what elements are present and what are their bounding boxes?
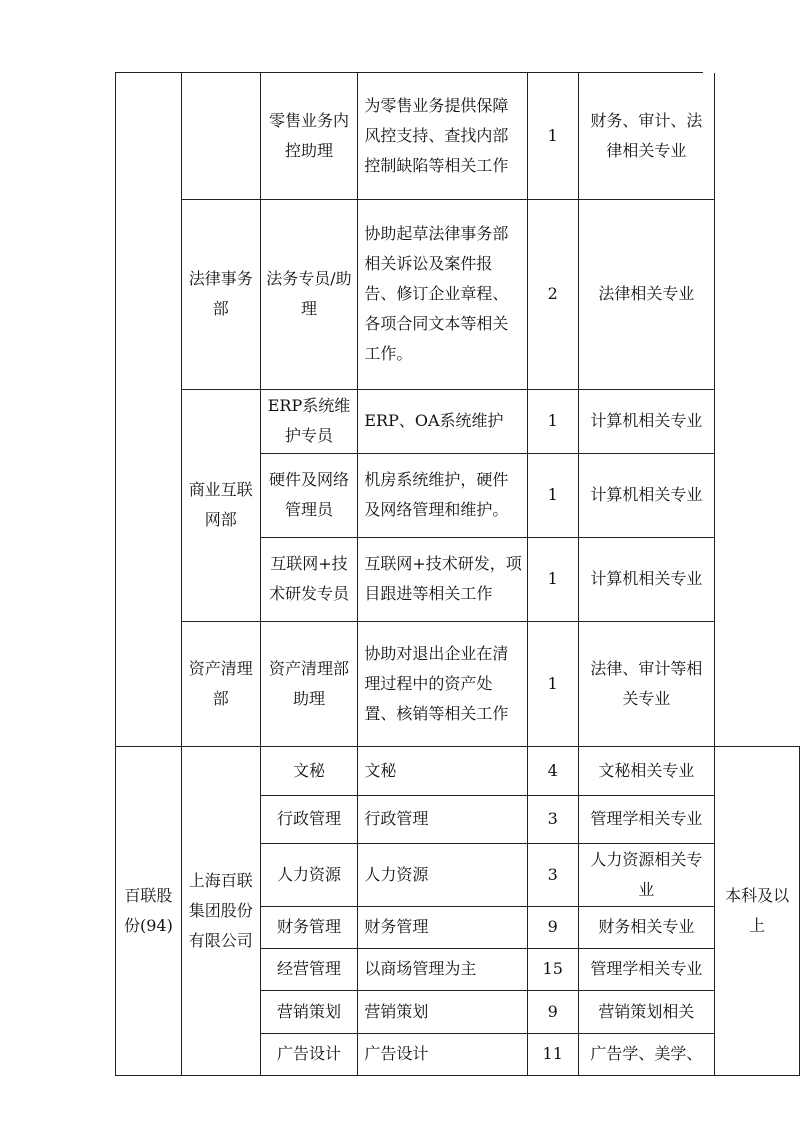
duties-cell: ERP、OA系统维护 xyxy=(358,389,527,453)
major-cell: 法律相关专业 xyxy=(578,199,715,389)
recruitment-table xyxy=(115,73,800,1076)
count-cell: 9 xyxy=(527,990,578,1033)
position-cell: 资产清理部助理 xyxy=(260,621,358,746)
table-row xyxy=(116,746,800,795)
duties-cell: 人力资源 xyxy=(358,843,527,906)
count-cell: 15 xyxy=(527,948,578,990)
count-cell: 9 xyxy=(527,906,578,948)
duties-cell: 行政管理 xyxy=(358,795,527,843)
education-cell: 本科及以上 xyxy=(715,746,800,1075)
major-cell: 计算机相关专业 xyxy=(578,537,715,621)
position-cell: 财务管理 xyxy=(260,906,358,948)
dept-cell-empty xyxy=(181,73,260,199)
count-cell: 1 xyxy=(527,73,578,199)
duties-cell: 广告设计 xyxy=(358,1033,527,1075)
count-cell: 1 xyxy=(527,621,578,746)
position-cell: 经营管理 xyxy=(260,948,358,990)
duties-cell: 以商场管理为主 xyxy=(358,948,527,990)
position-cell: 人力资源 xyxy=(260,843,358,906)
position-cell: ERP系统维护专员 xyxy=(260,389,358,453)
major-cell: 财务、审计、法律相关专业 xyxy=(578,73,715,199)
count-cell: 4 xyxy=(527,746,578,795)
dept-cell: 法律事务部 xyxy=(181,199,260,389)
dept-cell: 商业互联网部 xyxy=(181,389,260,621)
position-cell: 硬件及网络管理员 xyxy=(260,453,358,537)
table-row xyxy=(116,73,800,199)
major-cell: 营销策划相关 xyxy=(578,990,715,1033)
count-cell: 2 xyxy=(527,199,578,389)
major-cell: 法律、审计等相关专业 xyxy=(578,621,715,746)
position-cell: 广告设计 xyxy=(260,1033,358,1075)
table-row xyxy=(116,199,800,389)
major-cell: 管理学相关专业 xyxy=(578,948,715,990)
position-cell: 文秘 xyxy=(260,746,358,795)
count-cell: 11 xyxy=(527,1033,578,1075)
unit-cell: 上海百联集团股份有限公司 xyxy=(181,746,260,1075)
dept-cell: 资产清理部 xyxy=(181,621,260,746)
company-cell-empty xyxy=(116,73,182,746)
duties-cell: 协助对退出企业在清理过程中的资产处置、核销等相关工作 xyxy=(358,621,527,746)
education-cell-empty xyxy=(715,73,800,746)
major-cell: 财务相关专业 xyxy=(578,906,715,948)
count-cell: 1 xyxy=(527,389,578,453)
position-cell: 零售业务内控助理 xyxy=(260,73,358,199)
major-cell: 管理学相关专业 xyxy=(578,795,715,843)
duties-cell: 互联网+技术研发，项目跟进等相关工作 xyxy=(358,537,527,621)
major-cell: 广告学、美学、 xyxy=(578,1033,715,1075)
count-cell: 3 xyxy=(527,795,578,843)
position-cell: 互联网+技术研发专员 xyxy=(260,537,358,621)
duties-cell: 协助起草法律事务部相关诉讼及案件报告、修订企业章程、各项合同文本等相关工作。 xyxy=(358,199,527,389)
position-cell: 行政管理 xyxy=(260,795,358,843)
duties-cell: 为零售业务提供保障风控支持、查找内部控制缺陷等相关工作 xyxy=(358,73,527,199)
major-cell: 计算机相关专业 xyxy=(578,453,715,537)
count-cell: 1 xyxy=(527,453,578,537)
duties-cell: 财务管理 xyxy=(358,906,527,948)
major-cell: 计算机相关专业 xyxy=(578,389,715,453)
major-cell: 文秘相关专业 xyxy=(578,746,715,795)
table-row xyxy=(116,389,800,453)
duties-cell: 机房系统维护，硬件及网络管理和维护。 xyxy=(358,453,527,537)
count-cell: 3 xyxy=(527,843,578,906)
count-cell: 1 xyxy=(527,537,578,621)
table-row xyxy=(116,621,800,746)
position-cell: 法务专员/助理 xyxy=(260,199,358,389)
major-cell: 人力资源相关专业 xyxy=(578,843,715,906)
position-cell: 营销策划 xyxy=(260,990,358,1033)
duties-cell: 文秘 xyxy=(358,746,527,795)
company-cell: 百联股份(94) xyxy=(116,746,182,1075)
duties-cell: 营销策划 xyxy=(358,990,527,1033)
